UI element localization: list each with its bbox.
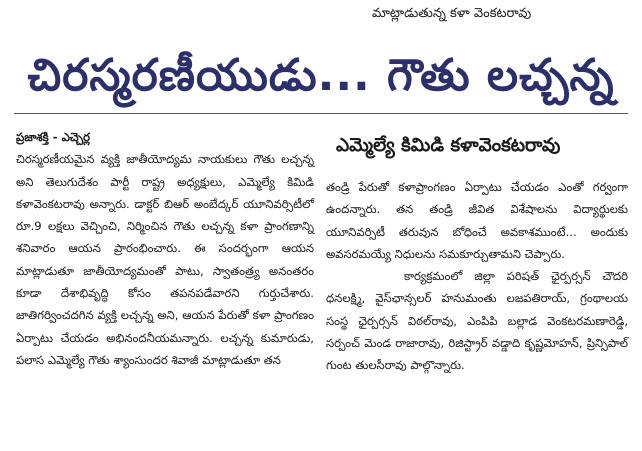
dateline: ప్రజాశక్తి - ఎచ్చెర్ల [16, 130, 90, 144]
article-body-left [16, 126, 314, 371]
photo-caption: మాట్లాడుతున్న కళా వెంకటరావు [372, 6, 532, 21]
left-column [16, 126, 314, 371]
headline-divider [14, 113, 628, 114]
left-column-text: చిరస్మరణీయమైన వ్యక్తి జాతీయోద్యమ నాయకులు గౌతు లచ్చన్న అని తెలుగుదేశం పార్టీ రాష్ట్ర అధ్యక్షులు, ఎమ్మెల్యే కిమిడి కళావెంకటరావు అన్నారు. డాక్టర్ బిఆర్ అంబేద్కర్ యూనివర్సిటీలో రూ.9 లక్షలు వెచ్చించి, నిర్మించిన గౌతు లచ్చన్న కళా ప్రాంగణాన్ని శనివారం ఆయన ప్రారంభించారు. ఈ సందర్భంగా ఆయన మాట్లాడుతూ జాతీయోద్యమంతో పాటు, స్వాతంత్ర్య అనంతరం కూడా దేశాభివృద్ధి కోసం తపనపడేవారని గుర్తుచేశారు. జాతిగర్వించదగిన వ్యక్తి లచ్చన్న అని, ఆయన పేరుతో కళా ప్రాంగణం ఏర్పాటు చేయడం అభినందనీయమన్నారు. లచ్చన్న కుమారుడు, పలాస ఎమ్మెల్యే గౌతు శ్యాంసుందర శివాజీ మాట్లాడుతూ తన [16, 152, 314, 367]
right-paragraph-2: కార్యక్రమంలో జిల్లా పరిషత్ ఛైర్పర్సన్ చౌదరి ధనలక్ష్మి, వైస్‌ఛాన్సలర్ హనుమంతు లజపతిరాయ్, గ్రంథాలయ సంస్థ ఛైర్పర్సన్ విఠల్‌రావు, ఎంపిపి బల్లాడ వెంకటరమణారెడ్డి, సర్పంచ్ మెండ రాజారావు, రిజిస్ట్రార్ వడ్డాది కృష్ణమోహన్, ప్రిన్సిపాల్ గుంట తులసీరావు పాల్గొన్నారు. [326, 269, 628, 373]
right-column [326, 176, 628, 377]
article-subheadline: ఎమ్మెల్యే కిమిడి కళావెంకటరావు [336, 135, 561, 156]
article-headline: చిరస్మరణీయుడు... గౌతు లచ్చన్న [27, 50, 615, 101]
right-paragraph-1: తండ్రి పేరుతో కళాప్రాంగణం ఏర్పాటు చేయడం ఎంతో గర్వంగా ఉందన్నారు. తన తండ్రి జీవిత విశేషాలను విద్యార్థులకు యూనివర్సిటీ తరువున బోధించే అవకాశముంటే... అందుకు అవసరమయ్యే నిధులను సమకూర్చుతామని చెప్పారు. [326, 180, 628, 261]
